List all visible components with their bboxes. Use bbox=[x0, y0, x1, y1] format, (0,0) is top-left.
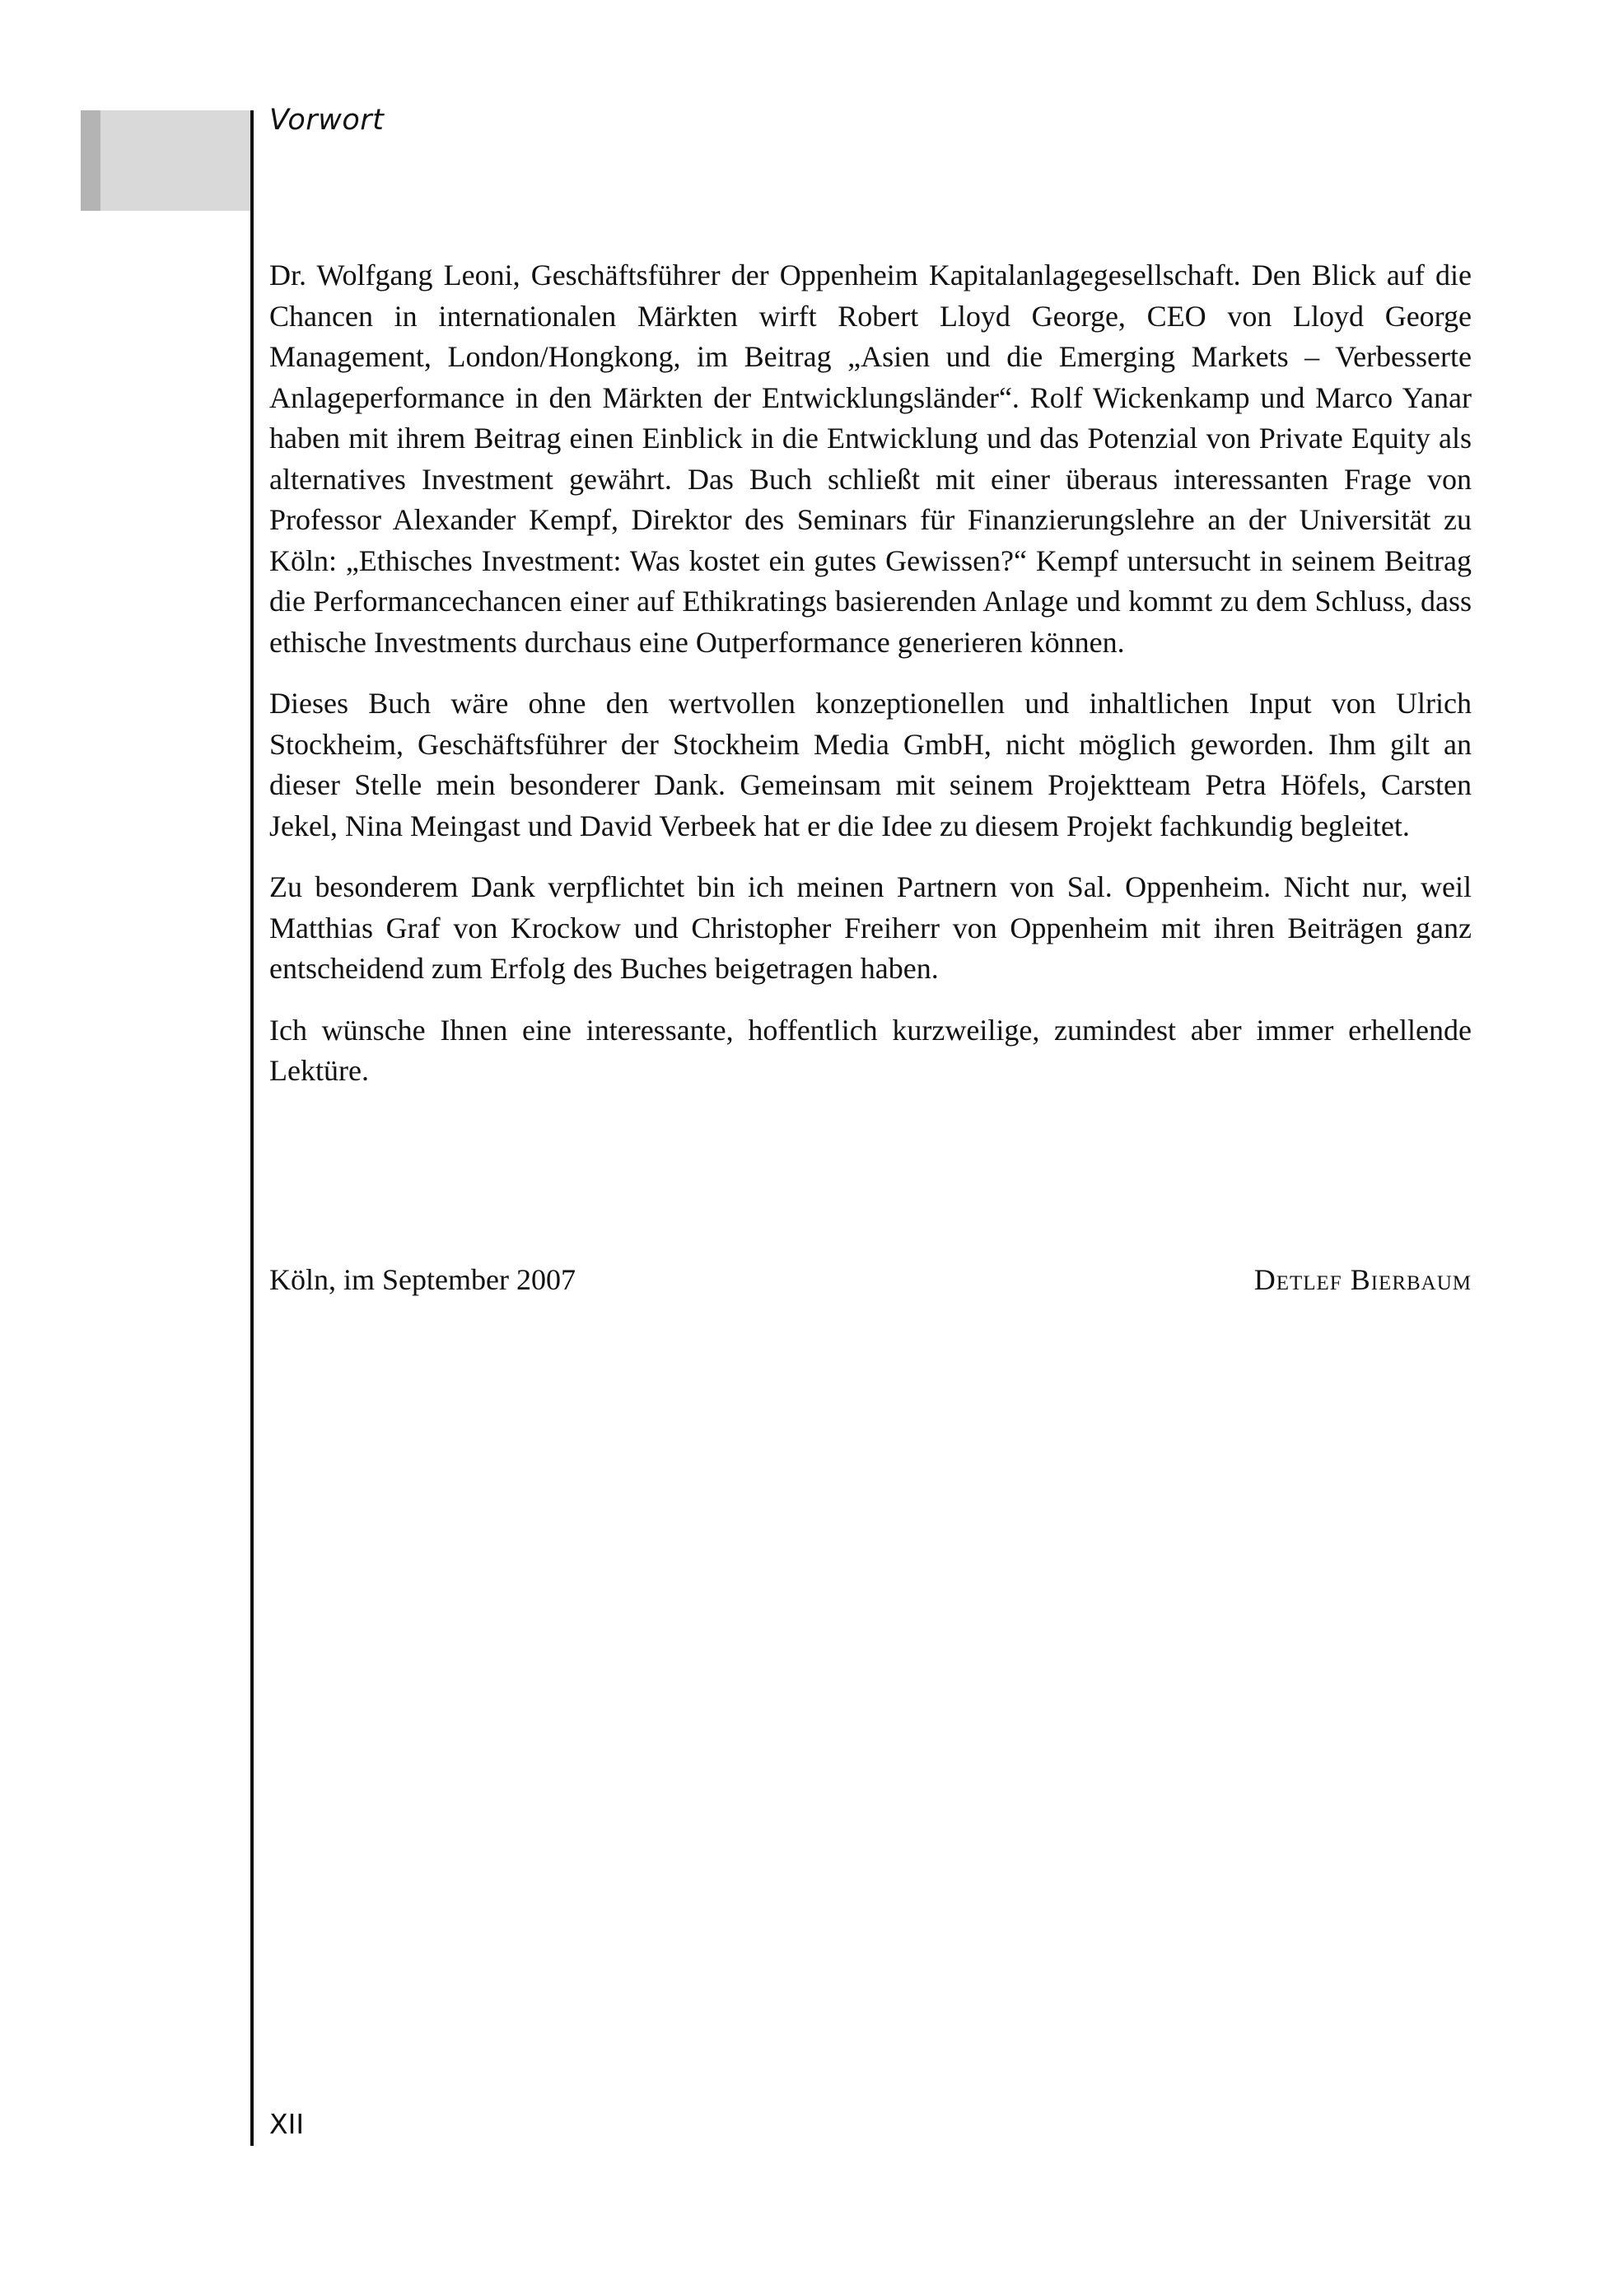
paragraph-3: Zu besonderem Dank verpflichtet bin ich meinen Partnern von Sal. Oppenheim. Nicht nur, weil Matthias Graf von Krockow und Christopher Freiherr von Oppenheim mit ihren Beiträgen ganz entscheidend zum Erfolg des Buches beigetragen haben. bbox=[269, 870, 1472, 985]
author-name: Detlef Bierbaum bbox=[1253, 1263, 1472, 1296]
corner-tab-bar-decoration bbox=[81, 110, 100, 211]
corner-tab-decoration bbox=[81, 110, 250, 211]
place-date: Köln, im September 2007 bbox=[269, 1263, 576, 1296]
margin-rule bbox=[250, 110, 254, 2146]
running-head: Vorwort bbox=[269, 104, 385, 137]
paragraph-1: Dr. Wolfgang Leoni, Geschäftsführer der Oppenheim Kapitalanlagegesellschaft. Den Blick auf die Chancen in internationalen Märkten wirft Robert Lloyd George, CEO von Lloyd George Management, London/Hongkong, im Beitrag „Asien und die Emerging Markets – Verbesserte Anlageperformance in den Märkten der Entwicklungsländer“. Rolf Wickenkamp und Marco Yanar haben mit ihrem Beitrag einen Einblick in die Entwicklung und das Potenzial von Private Equity als alternatives Investment gewährt. Das Buch schließt mit einer überaus interessanten Frage von Professor Alexander Kempf, Direktor des Seminars für Finanzierungslehre an der Universität zu Köln: „Ethisches Investment: Was kostet ein gutes Gewissen?“ Kempf untersucht in seinem Beitrag die Performancechancen einer auf Ethikratings basierenden Anlage und kommt zu dem Schluss, dass ethische Investments durchaus eine Outperformance generieren können. bbox=[269, 259, 1472, 659]
paragraph-4: Ich wünsche Ihnen eine interessante, hoffentlich kurzweilige, zumindest aber immer erhellende Lektüre. bbox=[269, 1013, 1472, 1087]
paragraph-2: Dieses Buch wäre ohne den wertvollen konzeptionellen und inhaltlichen Input von Ulrich Stockheim, Geschäftsführer der Stockheim Media GmbH, nicht möglich geworden. Ihm gilt an dieser Stelle mein besonderer Dank. Gemeinsam mit seinem Projektteam Petra Höfels, Carsten Jekel, Nina Meingast und David Verbeek hat er die Idee zu diesem Projekt fachkundig begleitet. bbox=[269, 687, 1472, 842]
signature-row bbox=[269, 1260, 1472, 1301]
page-number: XII bbox=[269, 2108, 305, 2140]
body-text bbox=[269, 255, 1472, 1112]
